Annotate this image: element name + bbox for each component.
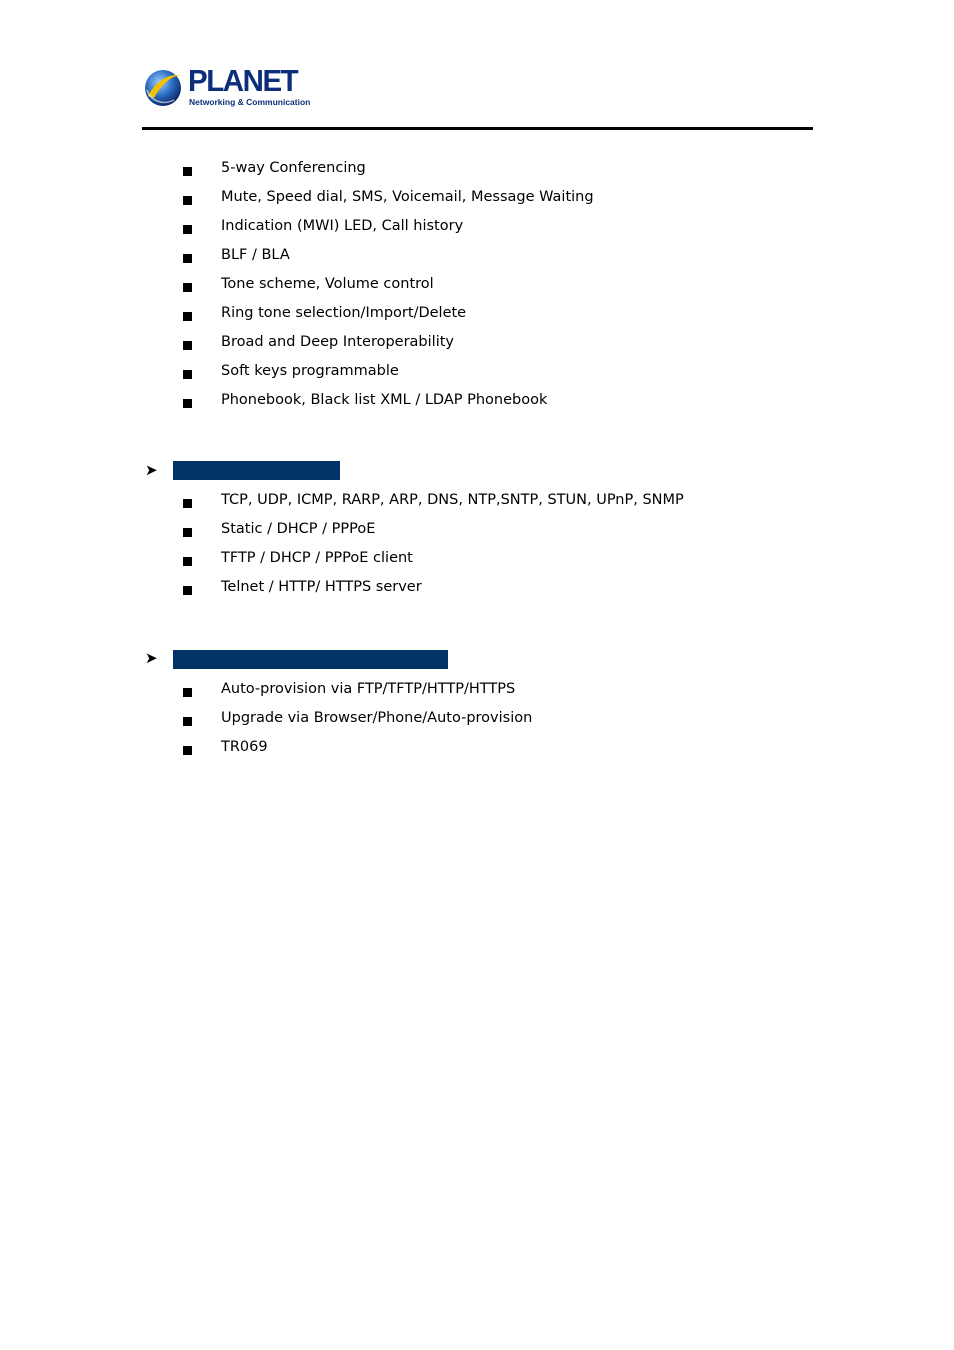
globe-icon [142, 66, 186, 110]
list-item-text: Static / DHCP / PPPoE [221, 521, 376, 537]
section-heading-bar [173, 461, 340, 480]
bullet-square-icon [183, 499, 192, 508]
list-item-text: Broad and Deep Interoperability [221, 334, 454, 350]
planet-logo [142, 63, 312, 110]
bullet-square-icon [183, 528, 192, 537]
list-item-text: Auto-provision via FTP/TFTP/HTTP/HTTPS [221, 681, 516, 697]
section-heading-bar [173, 650, 448, 669]
bullet-square-icon [183, 167, 192, 176]
bullet-square-icon [183, 717, 192, 726]
list-item-text: 5-way Conferencing [221, 160, 366, 176]
list-item-text: Upgrade via Browser/Phone/Auto-provision [221, 710, 533, 726]
arrow-bullet-icon: ➤ [145, 649, 158, 667]
list-item-text: Phonebook, Black list XML / LDAP Phonebook [221, 392, 548, 408]
list-item-text: Tone scheme, Volume control [221, 276, 434, 292]
list-item-text: Mute, Speed dial, SMS, Voicemail, Message Waiting [221, 189, 594, 205]
logo-tagline: Networking & Communication [189, 97, 311, 107]
logo-wordmark: PLANET [188, 63, 298, 98]
bullet-square-icon [183, 283, 192, 292]
bullet-square-icon [183, 370, 192, 379]
bullet-square-icon [183, 688, 192, 697]
bullet-square-icon [183, 254, 192, 263]
bullet-square-icon [183, 341, 192, 350]
list-item-text: TR069 [221, 739, 268, 755]
list-item-text: BLF / BLA [221, 247, 290, 263]
bullet-square-icon [183, 399, 192, 408]
list-item-text: TFTP / DHCP / PPPoE client [221, 550, 413, 566]
bullet-square-icon [183, 746, 192, 755]
bullet-square-icon [183, 225, 192, 234]
list-item-text: TCP, UDP, ICMP, RARP, ARP, DNS, NTP,SNTP, STUN, UPnP, SNMP [221, 492, 684, 508]
bullet-square-icon [183, 312, 192, 321]
list-item-text: Indication (MWI) LED, Call history [221, 218, 464, 234]
bullet-square-icon [183, 586, 192, 595]
list-item-text: Telnet / HTTP/ HTTPS server [221, 579, 422, 595]
arrow-bullet-icon: ➤ [145, 461, 158, 479]
list-item-text: Ring tone selection/Import/Delete [221, 305, 467, 321]
list-item-text: Soft keys programmable [221, 363, 399, 379]
bullet-square-icon [183, 557, 192, 566]
header-rule [142, 127, 813, 130]
bullet-square-icon [183, 196, 192, 205]
